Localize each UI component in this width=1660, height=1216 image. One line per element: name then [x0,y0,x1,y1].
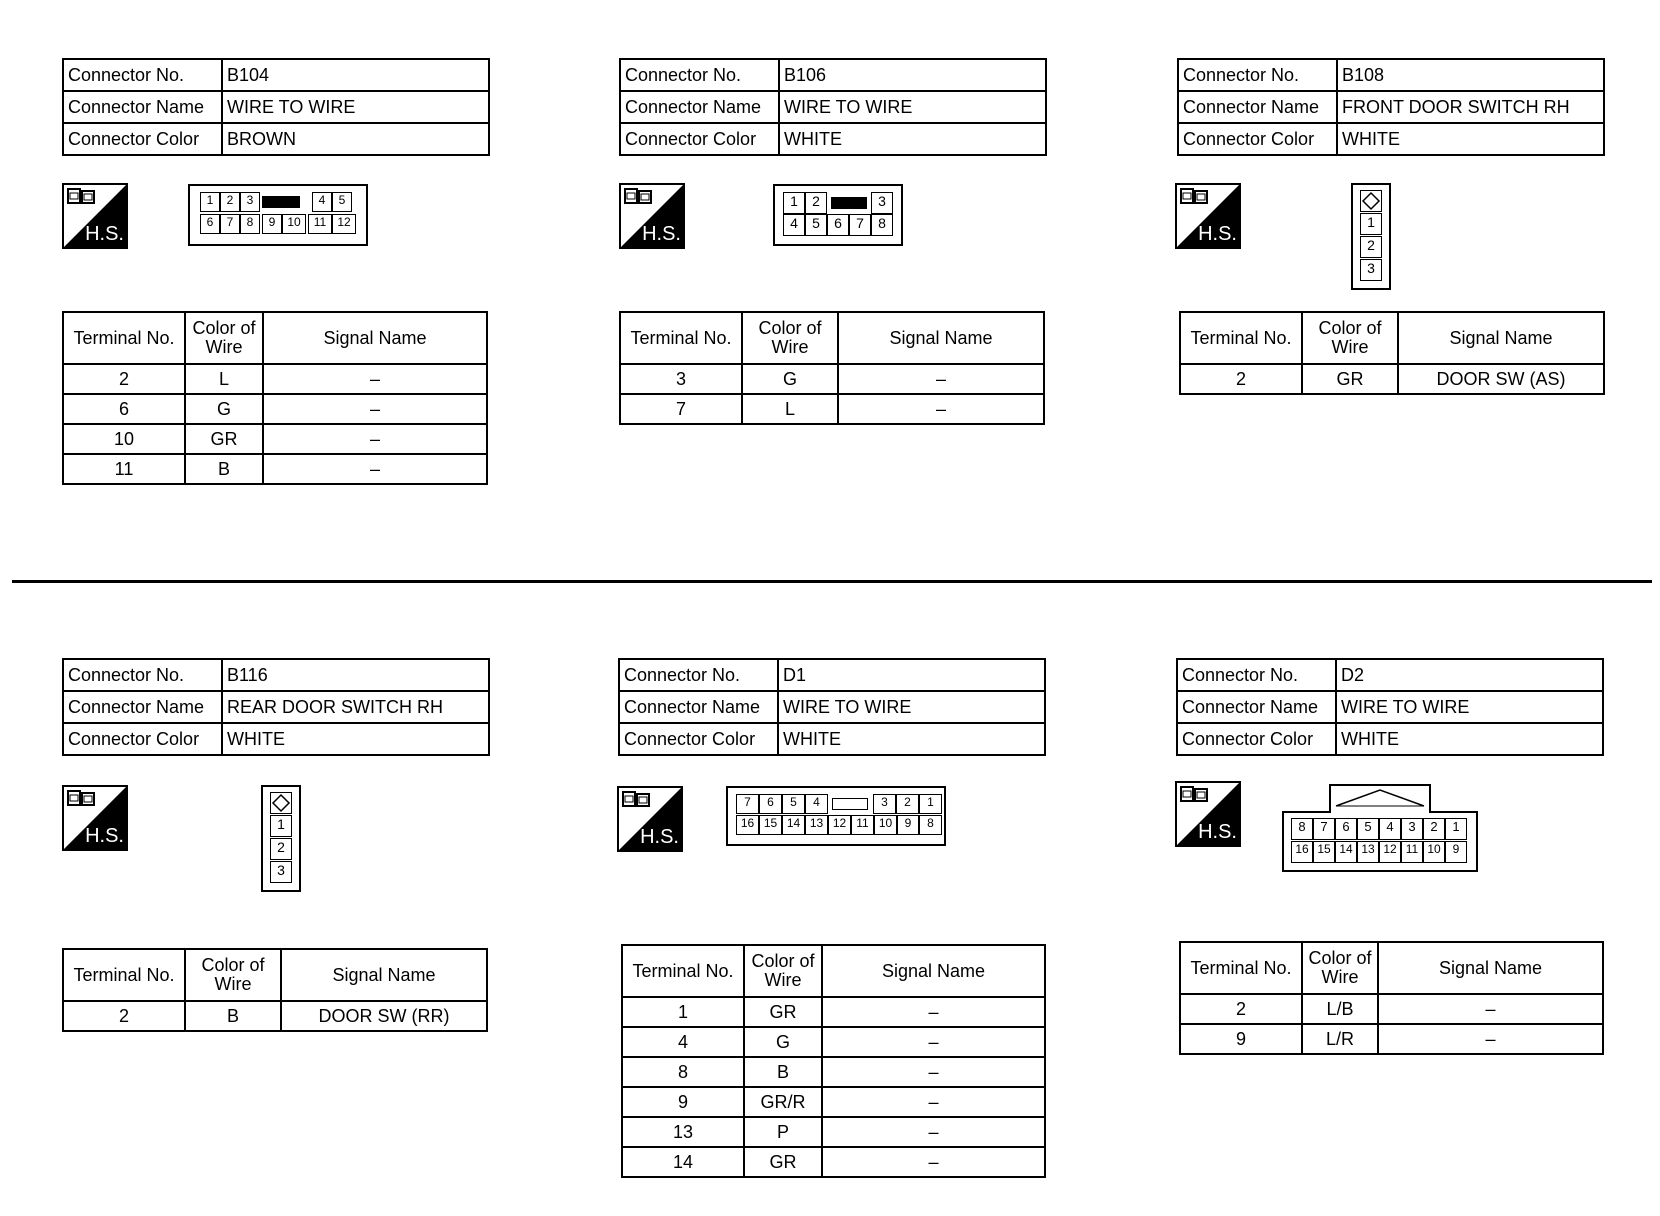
table-cell: B [744,1057,822,1087]
pin: 10 [874,815,897,835]
connector-face-b108 [1351,183,1391,290]
connector-no-value: D2 [1336,659,1603,691]
label-connector-name: Connector Name [620,91,779,123]
connector-face-d2 [1288,818,1474,868]
pin: 4 [1379,818,1401,840]
connector-color-value: BROWN [222,123,489,155]
header-terminal-no: Terminal No. [620,312,742,364]
table-row [63,424,487,454]
connector-name-value: REAR DOOR SWITCH RH [222,691,489,723]
section-divider [12,580,1652,583]
pin: 4 [805,794,828,814]
table-row [622,1117,1045,1147]
pin: 12 [1379,841,1401,863]
locking-tab [831,197,867,209]
table-cell: – [1378,1024,1603,1054]
table-cell: DOOR SW (AS) [1398,364,1604,394]
table-row [1180,364,1604,394]
header-color-of-wire: Color of Wire [185,312,263,364]
table-cell: – [822,1057,1045,1087]
header-terminal-no: Terminal No. [1180,942,1302,994]
table-cell: 11 [63,454,185,484]
connector-name-value: WIRE TO WIRE [778,691,1045,723]
label-connector-no: Connector No. [1177,659,1336,691]
pin: 3 [240,192,260,212]
connector-name-value: FRONT DOOR SWITCH RH [1337,91,1604,123]
table-cell: – [838,394,1044,424]
pin: 3 [1360,259,1382,281]
terminal-table-d1 [621,944,1046,1178]
label-connector-name: Connector Name [1177,691,1336,723]
table-row [622,1147,1045,1177]
label-connector-name: Connector Name [63,91,222,123]
hs-label: H.S. [1198,223,1237,245]
connector-color-value: WHITE [779,123,1046,155]
table-row [622,1027,1045,1057]
label-connector-color: Connector Color [63,123,222,155]
header-terminal-no: Terminal No. [1180,312,1302,364]
terminal-table-b108 [1179,311,1605,395]
connector-color-value: WHITE [1336,723,1603,755]
connector-name-value: WIRE TO WIRE [222,91,489,123]
hs-label: H.S. [85,223,124,245]
connector-no-value: B108 [1337,59,1604,91]
connector-color-value: WHITE [222,723,489,755]
connector-name-value: WIRE TO WIRE [779,91,1046,123]
pin: 7 [1313,818,1335,840]
pin: 13 [1357,841,1379,863]
connector-face-b106 [773,184,903,246]
pin: 1 [1445,818,1467,840]
header-signal-name: Signal Name [838,312,1044,364]
pin: 4 [783,214,805,236]
table-row [63,394,487,424]
connector-face-d1 [726,786,946,846]
connector-color-value: WHITE [778,723,1045,755]
table-row [620,394,1044,424]
pin: 4 [312,192,332,212]
pin: 5 [782,794,805,814]
table-cell: GR [744,1147,822,1177]
label-connector-no: Connector No. [63,59,222,91]
label-connector-color: Connector Color [1178,123,1337,155]
table-cell: G [185,394,263,424]
pin: 7 [849,214,871,236]
label-connector-no: Connector No. [619,659,778,691]
connector-no-value: D1 [778,659,1045,691]
connector-info-table-b104 [62,58,490,156]
pin: 1 [919,794,942,814]
label-connector-name: Connector Name [619,691,778,723]
pin: 6 [759,794,782,814]
pin: 11 [308,214,332,234]
table-cell: – [822,1027,1045,1057]
harness-side-icon [62,785,128,851]
table-row [622,1087,1045,1117]
table-cell: 13 [622,1117,744,1147]
pin: 12 [828,815,851,835]
header-signal-name: Signal Name [1378,942,1603,994]
pin: 9 [1445,841,1467,863]
header-signal-name: Signal Name [1398,312,1604,364]
table-cell: 3 [620,364,742,394]
table-cell: – [1378,994,1603,1024]
pin: 3 [871,192,893,214]
table-cell: GR [1302,364,1398,394]
table-cell: 7 [620,394,742,424]
table-cell: B [185,1001,281,1031]
table-cell: 9 [622,1087,744,1117]
table-cell: 1 [622,997,744,1027]
pin: 14 [1335,841,1357,863]
pin: 2 [805,192,827,214]
pin: 1 [783,192,805,214]
label-connector-no: Connector No. [620,59,779,91]
header-color-of-wire: Color of Wire [1302,312,1398,364]
harness-side-icon [62,183,128,249]
table-row [63,364,487,394]
table-row [622,1057,1045,1087]
connector-color-value: WHITE [1337,123,1604,155]
diamond-key-icon [1360,190,1382,212]
table-row [63,454,487,484]
pin: 2 [1423,818,1445,840]
pin: 9 [262,214,282,234]
header-signal-name: Signal Name [822,945,1045,997]
pin: 1 [270,815,292,837]
label-connector-color: Connector Color [63,723,222,755]
table-cell: B [185,454,263,484]
pin: 15 [1313,841,1335,863]
harness-side-icon [617,786,683,852]
table-cell: 2 [63,364,185,394]
connector-no-value: B104 [222,59,489,91]
connector-info-table-d1 [618,658,1046,756]
table-cell: G [742,364,838,394]
table-cell: – [822,997,1045,1027]
pin: 8 [1291,818,1313,840]
table-cell: – [263,454,487,484]
hs-label: H.S. [85,825,124,847]
pin: 7 [736,794,759,814]
pin: 2 [1360,236,1382,258]
table-cell: L/B [1302,994,1378,1024]
table-row [1180,1024,1603,1054]
header-terminal-no: Terminal No. [63,949,185,1001]
label-connector-no: Connector No. [1178,59,1337,91]
table-cell: 2 [1180,364,1302,394]
pin: 15 [759,815,782,835]
connector-info-table-d2 [1176,658,1604,756]
pin: 8 [240,214,260,234]
pin: 1 [200,192,220,212]
pin: 6 [200,214,220,234]
pin: 5 [332,192,352,212]
table-cell: 8 [622,1057,744,1087]
table-cell: 10 [63,424,185,454]
pin: 7 [220,214,240,234]
label-connector-name: Connector Name [63,691,222,723]
terminal-table-b104 [62,311,488,485]
connector-info-table-b106 [619,58,1047,156]
table-cell: GR [185,424,263,454]
pin: 14 [782,815,805,835]
table-cell: – [822,1147,1045,1177]
harness-side-icon [619,183,685,249]
table-cell: – [838,364,1044,394]
pin: 2 [270,838,292,860]
connector-name-value: WIRE TO WIRE [1336,691,1603,723]
label-connector-color: Connector Color [620,123,779,155]
connector-info-table-b108 [1177,58,1605,156]
pin: 8 [919,815,942,835]
hs-label: H.S. [640,826,679,848]
pin: 6 [827,214,849,236]
pin: 12 [332,214,356,234]
table-cell: – [263,394,487,424]
table-cell: L/R [1302,1024,1378,1054]
locking-tab [832,798,868,810]
connector-face-b116 [261,785,301,892]
terminal-table-d2 [1179,941,1604,1055]
pin: 10 [1423,841,1445,863]
table-cell: P [744,1117,822,1147]
table-cell: – [263,424,487,454]
table-cell: L [742,394,838,424]
table-row [63,1001,487,1031]
table-cell: – [822,1087,1045,1117]
table-cell: L [185,364,263,394]
pin: 1 [1360,213,1382,235]
diamond-key-icon [270,792,292,814]
connector-no-value: B106 [779,59,1046,91]
terminal-table-b106 [619,311,1045,425]
harness-side-icon [1175,781,1241,847]
terminal-table-b116 [62,948,488,1032]
locking-tab [262,196,300,208]
pin: 16 [1291,841,1313,863]
table-cell: DOOR SW (RR) [281,1001,487,1031]
connector-face-b104 [188,184,368,246]
header-terminal-no: Terminal No. [622,945,744,997]
label-connector-color: Connector Color [619,723,778,755]
label-connector-color: Connector Color [1177,723,1336,755]
table-row [622,997,1045,1027]
table-row [620,364,1044,394]
header-terminal-no: Terminal No. [63,312,185,364]
pin: 10 [282,214,306,234]
pin: 5 [1357,818,1379,840]
table-cell: GR/R [744,1087,822,1117]
pin: 2 [220,192,240,212]
header-color-of-wire: Color of Wire [1302,942,1378,994]
header-signal-name: Signal Name [281,949,487,1001]
table-row [1180,994,1603,1024]
table-cell: 4 [622,1027,744,1057]
pin: 9 [897,815,919,835]
pin: 8 [871,214,893,236]
table-cell: GR [744,997,822,1027]
pin: 2 [896,794,919,814]
table-cell: 14 [622,1147,744,1177]
pin: 13 [805,815,828,835]
label-connector-no: Connector No. [63,659,222,691]
pin: 16 [736,815,759,835]
header-color-of-wire: Color of Wire [742,312,838,364]
table-cell: 9 [1180,1024,1302,1054]
label-connector-name: Connector Name [1178,91,1337,123]
table-cell: – [822,1117,1045,1147]
pin: 11 [851,815,874,835]
header-signal-name: Signal Name [263,312,487,364]
harness-side-icon [1175,183,1241,249]
table-cell: – [263,364,487,394]
pin: 3 [270,861,292,883]
pin: 3 [1401,818,1423,840]
pin: 3 [873,794,896,814]
pin: 5 [805,214,827,236]
header-color-of-wire: Color of Wire [185,949,281,1001]
hs-label: H.S. [642,223,681,245]
connector-info-table-b116 [62,658,490,756]
connector-no-value: B116 [222,659,489,691]
table-cell: 6 [63,394,185,424]
table-cell: G [744,1027,822,1057]
table-cell: 2 [63,1001,185,1031]
header-color-of-wire: Color of Wire [744,945,822,997]
pin: 11 [1401,841,1423,863]
table-cell: 2 [1180,994,1302,1024]
pin: 6 [1335,818,1357,840]
hs-label: H.S. [1198,821,1237,843]
